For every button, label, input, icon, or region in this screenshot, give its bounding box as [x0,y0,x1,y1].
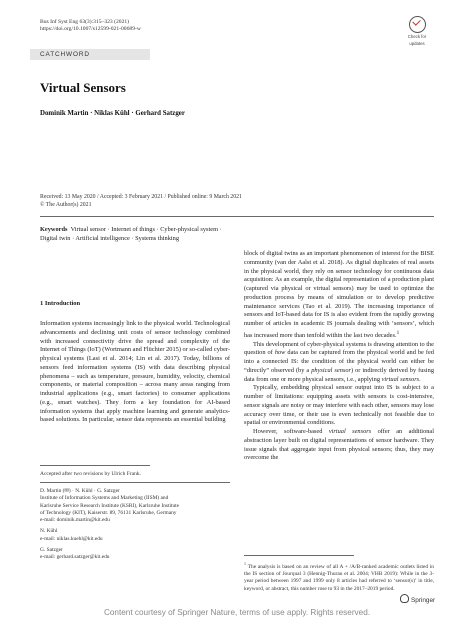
affiliation-block-3 [40,547,230,562]
doi-link[interactable]: https://doi.org/10.1007/s12599-021-00689-w [40,26,141,33]
footnote-ref[interactable]: 1 [396,329,400,336]
category-label: CATCHWORD [30,49,150,60]
publisher-logo [400,594,435,604]
author-list: Dominik Martin · Niklas Kühl · Gerhard Satzger [40,110,185,117]
affiliation-line: N. Kühl [40,528,58,535]
check-for-updates-badge[interactable] [400,16,434,48]
copyright-line: © The Author(s) 2021 [40,201,92,208]
section-heading: 1 Introduction [40,300,81,307]
check-updates-label-1: Check for [407,34,427,39]
right-paragraph-1: block of digital twins as an important phenomenon of interest for the BISE community (van der Aalst et al. 2018). As digital duplicates of real assets in the physical world, they rely on sensor technology for continuous data acquisition: As an example, the digital representation of a production plant (captured via physical or virtual sensors) may be used to optimize the production process by means of simulation or to develop predictive maintenance services (Tao et al. 2019). The increasing importance of sensors and IoT-based data for IS is also evident from the rapidly growing number of articles in academic IS journals dealing with ‘sensors’, which has increased more than tenfold within the last two decades.$^1$ [244,250,434,339]
courtesy-footer: Content courtesy of Springer Nature, terms of use apply. Rights reserved. [103,608,371,617]
affiliation-line: Institute of Information Systems and Marketing (IISM) and [40,495,169,502]
affiliations [40,488,230,566]
affiliation-divider [40,482,230,483]
dates-line: Received: 13 May 2020 / Accepted: 3 February 2021 / Published online: 9 March 2021 [40,194,242,200]
top-divider [40,216,434,217]
email-link[interactable]: e-mail: gerhard.satzger@kit.edu [40,554,110,561]
publication-dates [40,194,242,209]
footnote [244,560,434,593]
springer-horse-icon [400,594,409,603]
journal-citation: Bus Inf Syst Eng 63(3):315–323 (2021) [40,19,130,25]
email-link[interactable]: e-mail: niklas.kuehl@kit.edu [40,535,103,542]
affiliation-line: G. Satzger [40,547,63,554]
right-paragraph-2: This development of cyber-physical systems is drawing attention to the question of how data can be captured from the physical world and be fed into a connected IS: the condition of the physical world can either be “directly” observed (by a physical sensor) or indirectly derived by fusing data from one or more physical sensors, i.e., applying virtual sensors. [244,340,434,383]
right-paragraph-4: However, software-based virtual sensors offer an additional abstraction layer built on digital representations of sensor hardware. They issue signals that aggregate input from physical sensors; thus, they may overcome the [244,428,434,462]
intro-text: Information systems increasingly link to the physical world. Technological advancements and declining unit costs of sensor technology combined with increased connectivity drive the spread and complexity of the Internet of Things (IoT) (Wortmann and Flüchter 2015) or so-called cyber-physical systems (Lasi et al. 2014; Lin et al. 2017). Today, billions of sensors feed information systems (IS) with data describing physical phenomena – such as temperature, pressure, humidity, velocity, chemical components, or material composition – across many areas ranging from industrial applications (e.g., smart factories) to consumer applications (e.g., smart watches). They form a key foundation for AI-based information systems that apply machine learning and generate analytics-based solutions. In particular, sensor data represents an essential building [40,320,230,424]
right-paragraph-3: Typically, embedding physical sensor output into IS is subject to a number of limitations: equipping assets with sensors is cost-intensive, sensor signals are noisy or may interfere with each other, sensors may lose accuracy over time, or their use is even technically not feasible due to spatial or environmental conditions. [244,384,434,427]
keywords-label: Keywords [40,226,68,233]
journal-header [40,19,141,34]
keywords-list: Virtual sensor · Internet of things · Cyber-physical system · Digital twin · Artificial intelligence · Systems thinking [40,226,222,242]
check-updates-icon [409,16,426,33]
affiliation-line: D. Martin (✉) · N. Kühl · G. Satzger [40,488,120,494]
affiliation-line: of Technology (KIT), Kaiserstr. 89, 76131 Karlsruhe, Germany [40,509,177,516]
footnote-divider [244,555,354,556]
affiliation-line: Karlsruhe Service Research Institute (KSRI), Karlsruhe Institute [40,502,180,509]
publisher-name: Springer [411,597,436,604]
accepted-divider [40,465,150,466]
email-link[interactable]: e-mail: dominik.martin@kit.edu [40,517,110,524]
intro-paragraph [40,320,230,425]
affiliation-block-1 [40,488,230,524]
keywords-block [40,226,230,244]
accepted-note: Accepted after two revisions by Ulrich Frank. [40,471,141,477]
right-column [244,250,434,463]
footnote-mark: 1 [244,561,246,566]
article-title: Virtual Sensors [40,80,126,95]
affiliation-block-2 [40,528,230,543]
check-updates-label-2: updates [409,40,425,46]
footnote-text: The analysis is based on an review of all A + /A/B-ranked academic outlets listed in the IS section of Jourqual 3 (Hennig-Thurau et al. 2004; VHB 2019): While in the 3-year period between 1997 and 1999 only 8 articles had referred to ‘sensor(s)’ in title, keyword, or abstract, this number rose to 93 in the 2017–2019 period. [244,563,434,592]
